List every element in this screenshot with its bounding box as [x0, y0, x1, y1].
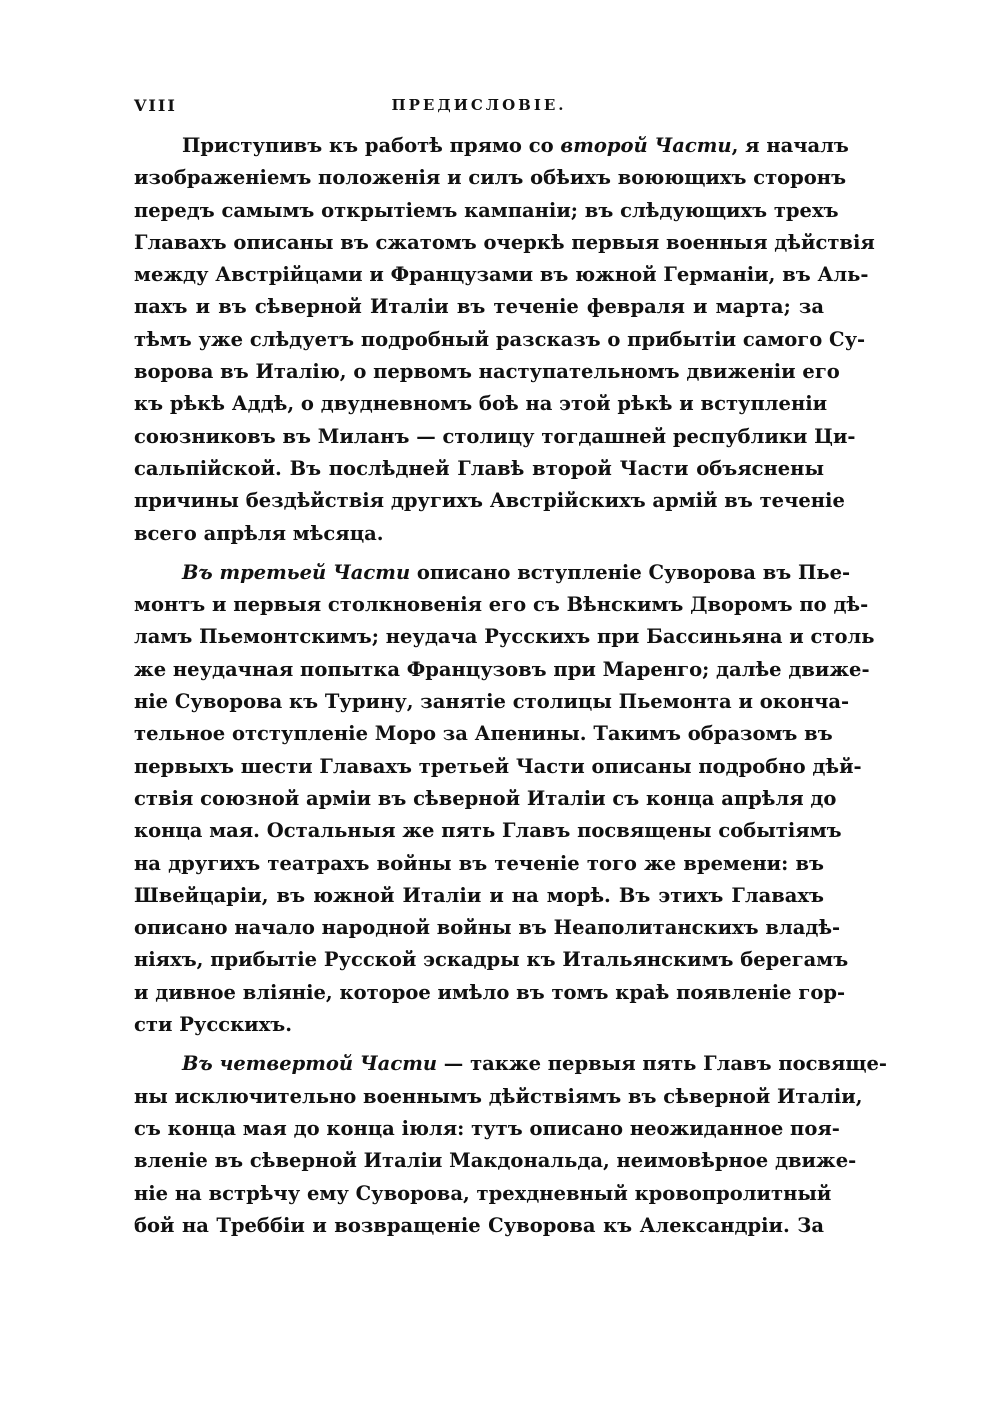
text-line: описано начало народной войны въ Неаполитанскихъ владѣ-	[134, 916, 841, 940]
text-line: пахъ и въ сѣверной Италіи въ теченіе февраля и марта; за	[134, 295, 824, 319]
text-line: ніе на встрѣчу ему Суворова, трехдневный кровопролитный	[134, 1181, 832, 1205]
text-line: первыхъ шести Главахъ третьей Части описаны подробно дѣй-	[134, 754, 862, 778]
text-line: передъ самымъ открытіемъ кампаніи; въ слѣдующихъ трехъ	[134, 198, 839, 222]
text-line: конца мая. Остальныя же пять Главъ посвящены событіямъ	[134, 819, 842, 843]
body-text	[134, 134, 888, 1246]
text-line: монтъ и первыя столкновенія его съ Вѣнскимъ Дворомъ по дѣ-	[134, 593, 869, 617]
text-line: же неудачная попытка Французовъ при Маренго; далѣе движе-	[134, 657, 870, 681]
page-header	[134, 96, 824, 126]
text-line: Приступивъ къ работѣ прямо со второй Части, я началъ	[182, 134, 849, 157]
text-line: ны исключительно военнымъ дѣйствіямъ въ сѣверной Италіи,	[134, 1084, 863, 1108]
text-line: ствія союзной арміи въ сѣверной Италіи съ конца апрѣля до	[134, 786, 837, 810]
text-line: тѣмъ уже слѣдуетъ подробный разсказъ о прибытіи самого Су-	[134, 327, 866, 351]
text-line: ніяхъ, прибытіе Русской эскадры къ Итальянскимъ берегамъ	[134, 948, 849, 972]
paragraph	[134, 1052, 888, 1246]
text-line: Главахъ описаны въ сжатомъ очеркѣ первыя военныя дѣйствія	[134, 230, 875, 254]
text-line: вленіе въ сѣверной Италіи Макдональда, неимовѣрное движе-	[134, 1149, 857, 1173]
text-line: Въ третьей Части описано вступленіе Суворова въ Пье-	[182, 560, 851, 584]
text-line: къ рѣкѣ Аддѣ, о двудневномъ боѣ на этой рѣкѣ и вступленіи	[134, 392, 828, 416]
text-line: Швейцаріи, въ южной Италіи и на морѣ. Въ этихъ Главахъ	[134, 883, 824, 907]
text-line: изображеніемъ положенія и силъ обѣихъ воюющихъ сторонъ	[134, 166, 847, 190]
running-title: ПРЕДИСЛОВІЕ.	[391, 96, 567, 114]
page-number: VIII	[134, 96, 177, 115]
text-line: бой на Треббіи и возвращеніе Суворова къ Александріи. За	[134, 1213, 824, 1237]
text-line: ворова въ Италію, о первомъ наступательномъ движеніи его	[134, 360, 840, 384]
paragraph	[134, 560, 875, 1045]
text-line: между Австрійцами и Французами въ южной Германіи, въ Аль-	[134, 263, 869, 287]
text-line: ламъ Пьемонтскимъ; неудача Русскихъ при Бассиньяна и столь	[134, 625, 875, 649]
text-line: ніе Суворова къ Турину, занятіе столицы Пьемонта и оконча-	[134, 690, 850, 714]
text-line: на другихъ театрахъ войны въ теченіе того же времени: въ	[134, 851, 824, 875]
text-line: съ конца мая до конца іюля: тутъ описано неожиданное поя-	[134, 1116, 840, 1140]
text-line: союзниковъ въ Миланъ — столицу тогдашней республики Ци-	[134, 424, 856, 448]
text-line: сти Русскихъ.	[134, 1013, 293, 1037]
text-line: Въ четвертой Части — также первыя пять Главъ посвяще-	[182, 1052, 888, 1076]
text-line: тельное отступленіе Моро за Апенины. Такимъ образомъ въ	[134, 722, 833, 746]
text-line: всего апрѣля мѣсяца.	[134, 521, 384, 545]
paragraph	[134, 134, 875, 554]
text-line: сальпійской. Въ послѣдней Главѣ второй Части объяснены	[134, 456, 824, 480]
text-line: причины бездѣйствія другихъ Австрійскихъ армій въ теченіе	[134, 489, 845, 513]
text-line: и дивное вліяніе, которое имѣло въ томъ краѣ появленіе гор-	[134, 980, 846, 1004]
